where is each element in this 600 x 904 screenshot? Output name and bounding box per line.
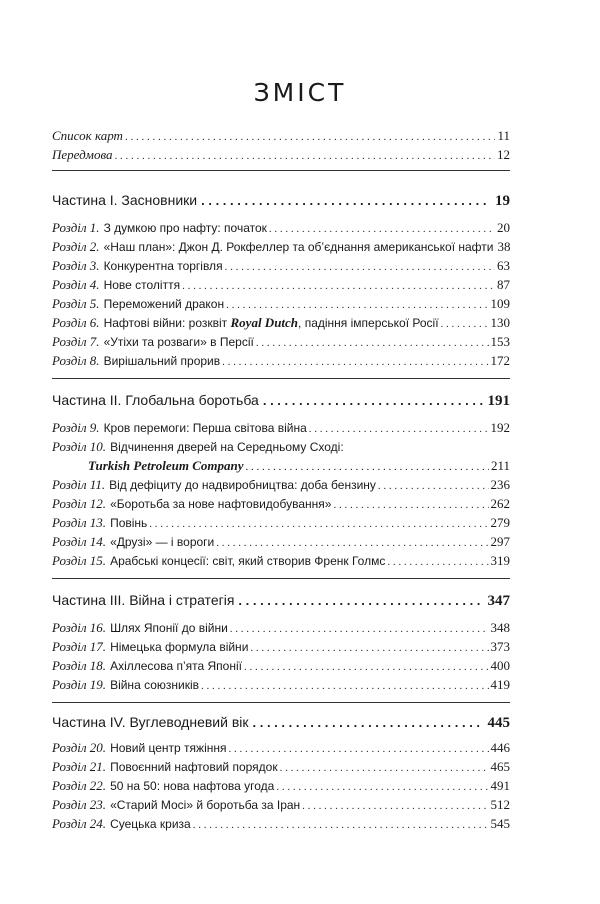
chapter-label: Розділ 21. [52,759,107,774]
dot-leader [253,715,484,730]
chapter-label: Розділ 8. [52,353,100,368]
dot-leader [378,478,489,494]
dot-leader [222,354,488,370]
toc-chapter-18[interactable] [52,658,510,675]
chapter-title: «Старий Мосі» й боротьба за Іран [110,798,301,812]
dot-leader [115,148,495,164]
toc-chapter-6[interactable] [52,315,510,332]
toc-chapter-13[interactable] [52,515,510,532]
page-number: 130 [490,315,510,330]
chapter-label: Розділ 3. [52,258,100,273]
dot-leader [276,779,488,795]
toc-chapter-17[interactable] [52,639,510,656]
chapter-label: Розділ 9. [52,420,100,435]
dot-leader [333,497,488,513]
chapter-label: Розділ 17. [52,639,107,654]
dot-leader [125,129,496,145]
chapter-title: 50 на 50: нова нафтова угода [110,779,275,793]
page-number: 319 [490,553,510,568]
chapter-title: «Друзі» — і вороги [110,535,215,549]
dot-leader [441,316,489,332]
chapter-title: Відчинення дверей на Середньому Сході: [110,440,344,454]
toc-chapter-24[interactable] [52,816,510,833]
company-name: Royal Dutch [230,315,299,330]
page-title: ЗМІСТ [253,78,347,107]
chapter-label: Розділ 18. [52,658,107,673]
page-number: 373 [490,639,510,654]
dot-leader [280,760,489,776]
chapter-title-part: Нафтові війни: розквіт [103,316,231,330]
page-number: 19 [495,193,510,209]
toc-chapter-14[interactable] [52,534,510,551]
dot-leader [256,335,489,351]
dot-leader [201,193,491,208]
page-number: 400 [490,658,510,673]
chapter-title: Шлях Японії до війни [110,621,228,635]
chapter-title: Повоєнний нафтовий порядок [110,760,278,774]
page-number: 63 [497,258,510,273]
chapter-label: Розділ 7. [52,334,100,349]
chapter-title [104,315,439,331]
dot-leader [244,659,489,675]
page-number: 348 [490,620,510,635]
chapter-label: Розділ 19. [52,677,107,692]
page-number: 11 [497,128,510,143]
chapter-label: Розділ 24. [52,816,107,831]
toc-chapter-15[interactable] [52,553,510,570]
toc-chapter-2[interactable] [52,239,510,256]
toc-part-4[interactable] [52,714,510,732]
toc-chapter-19[interactable] [52,677,510,694]
chapter-label: Розділ 23. [52,797,107,812]
toc-chapter-11[interactable] [52,477,510,494]
chapter-label: Розділ 1. [52,220,100,235]
chapter-label: Розділ 4. [52,277,100,292]
toc-chapter-3[interactable] [52,258,510,275]
divider [52,170,510,171]
page-number: 153 [490,334,510,349]
page-number: 347 [487,593,510,609]
chapter-title: Кров перемоги: Перша світова війна [103,421,307,435]
chapter-title: Конкурентна торгівля [103,259,223,273]
page-number: 192 [490,420,510,435]
page-number: 262 [490,496,510,511]
chapter-label: Розділ 6. [52,315,100,330]
chapter-label: Розділ 13. [52,515,107,530]
chapter-label: Розділ 10. [52,439,107,454]
dot-leader [182,278,495,294]
chapter-title: З думкою про нафту: початок [103,221,267,235]
toc-chapter-8[interactable] [52,353,510,370]
chapter-title: Нове століття [103,278,181,292]
toc-chapter-5[interactable] [52,296,510,313]
page-number: 20 [497,220,510,235]
chapter-title: «Боротьба за нове нафтовидобування» [110,497,332,511]
dot-leader [387,554,488,570]
toc-chapter-10-continuation[interactable] [88,458,510,474]
part-title: Частина III. Війна і стратегія [52,592,235,608]
chapter-label: Розділ 2. [52,239,100,254]
page-number: 491 [490,778,510,793]
divider [52,578,510,579]
page-number: 38 [497,239,511,254]
dot-leader [309,421,489,437]
toc-chapter-12[interactable] [52,496,510,513]
entry-title: Передмова [52,147,113,162]
chapter-title: Від дефіциту до надвиробництва: доба бензину [109,478,376,492]
divider [52,378,510,379]
page-number: 211 [490,458,510,473]
toc-chapter-7[interactable] [52,334,510,351]
entry-title: Список карт [52,128,123,143]
dot-leader [238,593,483,608]
chapter-title: Війна союзників [110,678,200,692]
chapter-label: Розділ 20. [52,740,107,755]
chapter-label: Розділ 5. [52,296,100,311]
dot-leader [229,741,489,757]
chapter-title: Суецька криза [110,817,191,831]
chapter-title: Вирішальний прорив [103,354,221,368]
page-number: 87 [497,277,510,292]
page-number: 512 [490,797,510,812]
chapter-label: Розділ 12. [52,496,107,511]
dot-leader [250,640,488,656]
chapter-title: Ахіллесова п’ята Японії [110,659,242,673]
dot-leader [201,678,488,694]
page-number: 446 [490,740,510,755]
page-number: 545 [490,816,510,831]
toc-entry-foreword[interactable] [52,147,510,164]
chapter-title: «Наш план»: Джон Д. Рокфеллер та об’єднання американської нафти [103,240,494,254]
chapter-title: «Утіхи та розваги» в Персії [103,335,254,349]
chapter-title-part: , падіння імперської Росії [298,316,439,330]
chapter-title: Повінь [110,516,148,530]
toc-chapter-21[interactable] [52,759,510,776]
dot-leader [269,221,495,237]
dot-leader [149,516,488,532]
toc-entry-list-of-maps[interactable] [52,128,510,145]
page-number: 191 [487,393,510,409]
page-number: 297 [490,534,510,549]
chapter-title: Німецька формула війни [110,640,249,654]
dot-leader [246,461,489,473]
dot-leader [193,817,489,833]
page-number: 109 [490,296,510,311]
part-title: Частина I. Засновники [52,192,198,208]
page-number: 236 [490,477,510,492]
toc-chapter-20[interactable] [52,740,510,757]
toc-chapter-9[interactable] [52,420,510,437]
toc-part-1[interactable] [52,192,510,210]
toc-chapter-22[interactable] [52,778,510,795]
dot-leader [226,297,488,313]
part-title: Частина IV. Вуглеводневий вік [52,714,249,730]
toc-chapter-16[interactable] [52,620,510,637]
dot-leader [302,798,488,814]
chapter-label: Розділ 11. [52,477,106,492]
toc-chapter-1[interactable] [52,220,510,237]
dot-leader [225,259,495,275]
chapter-title: Арабські концесії: світ, який створив Френк Голмс [110,554,386,568]
toc-part-3[interactable] [52,592,510,610]
chapter-label: Розділ 16. [52,620,107,635]
page-number: 465 [490,759,510,774]
page-number: 419 [490,677,510,692]
divider [52,702,510,703]
chapter-title: Переможений дракон [103,297,225,311]
dot-leader [216,535,488,551]
chapter-label: Розділ 14. [52,534,107,549]
page-number: 172 [490,353,510,368]
toc-part-2[interactable] [52,392,510,410]
page-number: 12 [497,147,510,162]
chapter-label: Розділ 15. [52,553,107,568]
dot-leader [263,393,484,408]
part-title: Частина II. Глобальна боротьба [52,392,259,408]
page-number: 445 [487,715,510,731]
page-number: 279 [490,515,510,530]
toc-chapter-10[interactable] [52,439,510,455]
chapter-label: Розділ 22. [52,778,107,793]
company-name: Turkish Petroleum Company [88,458,244,473]
chapter-title: Новий центр тяжіння [110,741,227,755]
dot-leader [230,621,489,637]
toc-chapter-4[interactable] [52,277,510,294]
toc-chapter-23[interactable] [52,797,510,814]
